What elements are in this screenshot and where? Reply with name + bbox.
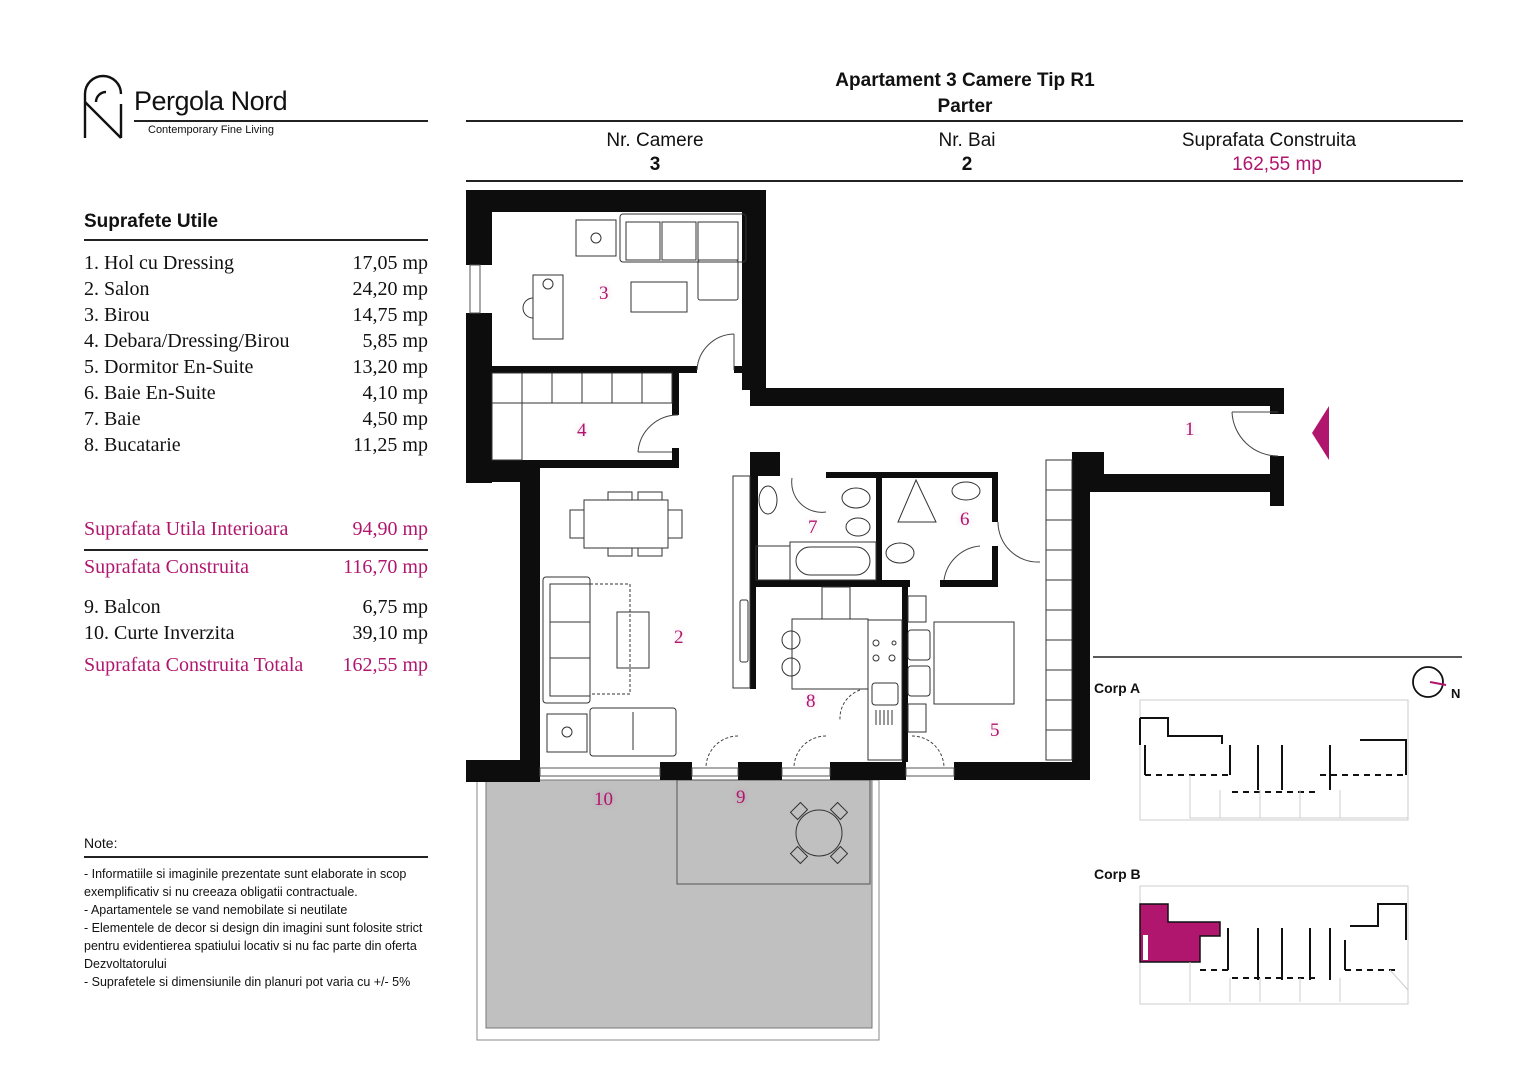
stat-baths-value: 2: [961, 154, 973, 175]
keyplan-corp-a-label: Corp A: [1094, 680, 1141, 696]
area-value: 11,25 mp: [353, 434, 428, 456]
room-number-10: 10: [594, 789, 613, 810]
apartment-title: Apartament 3 Camere Tip R1: [835, 70, 1095, 91]
area-value: 13,20 mp: [352, 356, 428, 378]
note-item: - Apartamentele se vand nemobilate si neutilate: [84, 903, 348, 917]
built-value: 116,70 mp: [343, 556, 428, 578]
room-number-6: 6: [960, 509, 970, 530]
room-number-3: 3: [599, 283, 609, 304]
grand-total-value: 162,55 mp: [342, 654, 428, 676]
grand-total-label: Suprafata Construita Totala: [84, 654, 304, 676]
area-value: 24,20 mp: [352, 278, 428, 300]
area-value: 4,50 mp: [362, 408, 428, 430]
room-number-1: 1: [1185, 419, 1195, 440]
area-label: 8. Bucatarie: [84, 434, 181, 456]
area-label: 5. Dormitor En-Suite: [84, 356, 254, 378]
note-item: - Informatiile si imaginile prezentate sunt elaborate in scop exemplificativ si nu creeaza obligatii contractuale.: [84, 867, 407, 899]
room-number-8: 8: [806, 691, 816, 712]
area-label: 1. Hol cu Dressing: [84, 252, 234, 274]
stat-rooms-value: 3: [649, 154, 661, 175]
area-value: 17,05 mp: [352, 252, 428, 274]
stat-rooms-label: Nr. Camere: [606, 130, 704, 151]
room-number-4: 4: [577, 420, 587, 441]
areas-title: Suprafete Utile: [84, 211, 219, 232]
compass-icon: [1413, 667, 1446, 697]
brand-name: Pergola Nord: [134, 86, 288, 116]
area-label: 4. Debara/Dressing/Birou: [84, 330, 290, 352]
keyplan-corp-b: [1140, 886, 1408, 1004]
compass-north-label: N: [1451, 686, 1461, 701]
note-item: - Elementele de decor si design din imagini sunt folosite strict pentru evidentierea spatiului locativ si nu fac parte din oferta Dezvoltatorului: [84, 921, 423, 971]
stat-built-value: 162,55 mp: [1232, 154, 1322, 175]
area-value: 14,75 mp: [352, 304, 428, 326]
area-label: 6. Baie En-Suite: [84, 382, 216, 404]
area-label: 7. Baie: [84, 408, 141, 430]
highlighted-unit: [1140, 904, 1220, 962]
notes-title: Note:: [84, 835, 118, 851]
floor-label: Parter: [937, 96, 993, 117]
area-label: 2. Salon: [84, 278, 150, 300]
outdoor-value: 39,10 mp: [352, 622, 428, 644]
area-label: 3. Birou: [84, 304, 150, 326]
room-number-2: 2: [674, 627, 684, 648]
room-number-5: 5: [990, 720, 1000, 741]
interior-total-label: Suprafata Utila Interioara: [84, 518, 289, 540]
room-number-9: 9: [736, 787, 746, 808]
stat-baths-label: Nr. Bai: [938, 130, 996, 151]
walls: [466, 190, 1284, 782]
furniture: [492, 214, 1072, 760]
keyplan-corp-b-label: Corp B: [1094, 866, 1141, 882]
brand-tagline: Contemporary Fine Living: [148, 124, 274, 136]
outdoor-value: 6,75 mp: [362, 596, 428, 618]
entrance-arrow-icon: [1312, 406, 1329, 460]
built-label: Suprafata Construita: [84, 556, 249, 578]
interior-total-value: 94,90 mp: [352, 518, 428, 540]
area-value: 4,10 mp: [362, 382, 428, 404]
outdoor-label: 10. Curte Inverzita: [84, 622, 235, 644]
outdoor-label: 9. Balcon: [84, 596, 161, 618]
courtyard: [477, 780, 879, 1040]
note-item: - Suprafetele si dimensiunile din planuri pot varia cu +/- 5%: [84, 975, 411, 989]
stat-built-label: Suprafata Construita: [1181, 130, 1357, 151]
room-number-7: 7: [808, 517, 818, 538]
keyplan-corp-a: [1140, 700, 1408, 820]
area-value: 5,85 mp: [362, 330, 428, 352]
